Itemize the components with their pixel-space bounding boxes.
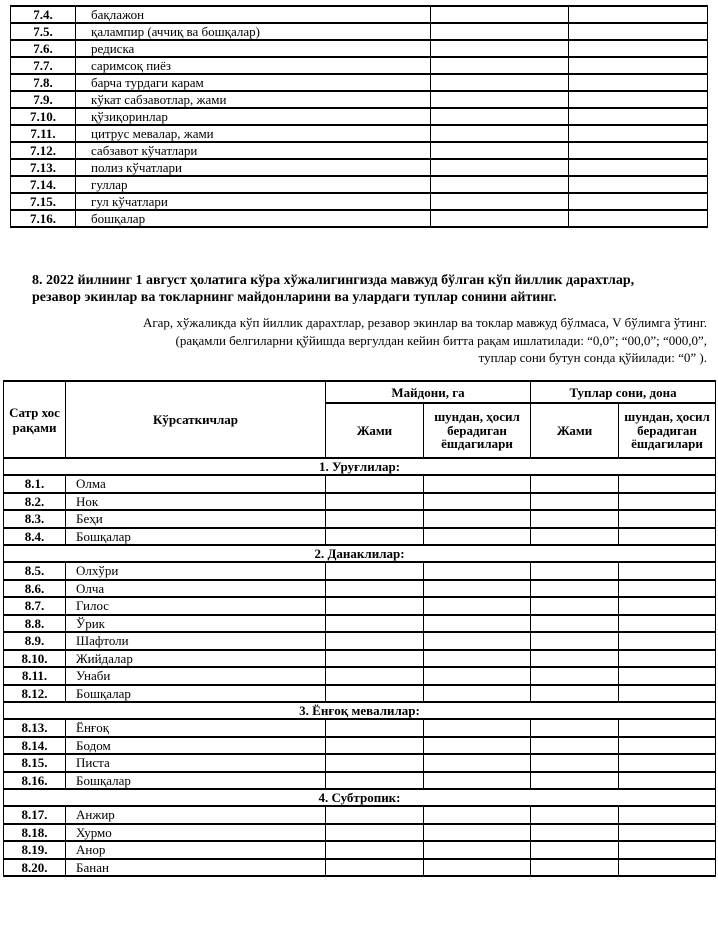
count-total-cell [531,562,619,580]
table-row [11,159,708,176]
table-row [4,685,716,703]
question-8-note [143,314,707,367]
count-bearing-cell [619,806,716,824]
row-number: 8.8. [4,615,66,633]
row-label: Нок [66,493,326,511]
row-number: 8.13. [4,719,66,737]
row-label: Бошқалар [66,685,326,703]
section-title: 2. Данаклилар: [4,545,716,562]
count-total-cell [531,859,619,877]
value-cell [431,176,569,193]
area-total-cell [326,597,424,615]
question-8-heading-line1: 8. 2022 йилнинг 1 август ҳолатига кўра хўжалигингизда мавжуд бўлган кўп йиллик дарахтлар, [32,273,635,288]
row-label: Олча [66,580,326,598]
row-label: Анжир [66,806,326,824]
row-number: 7.4. [11,6,76,23]
area-total-cell [326,510,424,528]
count-bearing-cell [619,667,716,685]
row-label: Шафтоли [66,632,326,650]
area-total-cell [326,615,424,633]
row-number: 8.15. [4,754,66,772]
row-label: Ўрик [66,615,326,633]
row-number: 8.18. [4,824,66,842]
value-cell [569,142,708,159]
row-number: 8.1. [4,475,66,493]
value-cell [431,210,569,227]
count-total-cell [531,615,619,633]
row-number: 7.7. [11,57,76,74]
value-cell [569,193,708,210]
orchard-table-body [4,458,716,876]
row-number: 7.11. [11,125,76,142]
value-cell [569,74,708,91]
count-bearing-cell [619,580,716,598]
count-total-cell [531,772,619,790]
table-row [4,737,716,755]
count-bearing-cell [619,859,716,877]
area-total-cell [326,580,424,598]
row-number: 8.9. [4,632,66,650]
row-number: 7.8. [11,74,76,91]
row-label: Беҳи [66,510,326,528]
count-bearing-cell [619,493,716,511]
count-bearing-cell [619,632,716,650]
table-row [11,210,708,227]
table-row [4,772,716,790]
value-cell [569,108,708,125]
area-total-cell [326,685,424,703]
count-total-cell [531,667,619,685]
area-bearing-cell [424,650,531,668]
area-bearing-cell [424,615,531,633]
row-label: Банан [66,859,326,877]
value-cell [431,193,569,210]
area-bearing-cell [424,806,531,824]
value-cell [569,23,708,40]
row-number: 7.16. [11,210,76,227]
area-bearing-cell [424,754,531,772]
table-row [4,597,716,615]
area-bearing-cell [424,824,531,842]
row-label: редиска [76,40,431,57]
count-bearing-cell [619,841,716,859]
row-number: 8.6. [4,580,66,598]
table-row [11,74,708,91]
count-total-cell [531,737,619,755]
table-row [11,193,708,210]
row-number: 8.20. [4,859,66,877]
area-bearing-cell [424,737,531,755]
value-cell [431,23,569,40]
count-total-cell [531,580,619,598]
row-number: 8.2. [4,493,66,511]
row-number: 8.4. [4,528,66,546]
row-label: гул кўчатлари [76,193,431,210]
area-total-cell [326,859,424,877]
table-row [4,667,716,685]
row-number: 7.6. [11,40,76,57]
table-row [4,650,716,668]
area-total-cell [326,493,424,511]
row-label: Олма [66,475,326,493]
row-label: кўкат сабзавотлар, жами [76,91,431,108]
value-cell [431,125,569,142]
count-bearing-cell [619,615,716,633]
count-bearing-cell [619,528,716,546]
table-row [11,40,708,57]
row-label: Жийдалар [66,650,326,668]
row-label: Олхўри [66,562,326,580]
table-row [11,6,708,23]
row-number: 8.16. [4,772,66,790]
count-total-cell [531,685,619,703]
area-bearing-cell [424,597,531,615]
table-row [4,528,716,546]
row-label: Ёнғоқ [66,719,326,737]
table-row [4,615,716,633]
row-number: 7.12. [11,142,76,159]
count-total-cell [531,754,619,772]
value-cell [431,142,569,159]
row-label: Анор [66,841,326,859]
header-count-total: Жами [531,403,619,458]
table-row [4,493,716,511]
count-bearing-cell [619,510,716,528]
count-bearing-cell [619,597,716,615]
table-row [4,632,716,650]
table-row [4,719,716,737]
table-row [4,859,716,877]
value-cell [569,57,708,74]
count-bearing-cell [619,475,716,493]
table-row [4,806,716,824]
area-bearing-cell [424,859,531,877]
area-total-cell [326,562,424,580]
row-number: 8.3. [4,510,66,528]
area-bearing-cell [424,719,531,737]
count-bearing-cell [619,772,716,790]
row-label: гуллар [76,176,431,193]
value-cell [431,159,569,176]
orchard-table-header [4,381,716,458]
count-total-cell [531,528,619,546]
header-area-group: Майдони, га [326,381,531,403]
value-cell [431,57,569,74]
row-label: саримсоқ пиёз [76,57,431,74]
area-bearing-cell [424,667,531,685]
area-total-cell [326,632,424,650]
vegetables-table-body [11,6,708,227]
area-bearing-cell [424,841,531,859]
count-bearing-cell [619,824,716,842]
count-bearing-cell [619,754,716,772]
row-label: Бодом [66,737,326,755]
row-label: полиз кўчатлари [76,159,431,176]
table-row [11,125,708,142]
table-row [11,91,708,108]
area-bearing-cell [424,528,531,546]
row-number: 8.17. [4,806,66,824]
area-total-cell [326,737,424,755]
area-total-cell [326,754,424,772]
count-total-cell [531,719,619,737]
row-number: 7.13. [11,159,76,176]
value-cell [431,40,569,57]
value-cell [569,159,708,176]
area-bearing-cell [424,580,531,598]
area-total-cell [326,824,424,842]
row-number: 8.11. [4,667,66,685]
value-cell [569,210,708,227]
row-label: қўзиқоринлар [76,108,431,125]
count-total-cell [531,475,619,493]
table-row [11,23,708,40]
table-row [4,562,716,580]
area-bearing-cell [424,772,531,790]
table-row [4,841,716,859]
section-title: 4. Субтропик: [4,789,716,806]
count-total-cell [531,493,619,511]
section-title: 3. Ёнғоқ мевалилар: [4,702,716,719]
row-label: Хурмо [66,824,326,842]
row-number: 8.12. [4,685,66,703]
row-label: бошқалар [76,210,431,227]
row-number: 7.15. [11,193,76,210]
row-number: 8.19. [4,841,66,859]
area-bearing-cell [424,510,531,528]
table-row [4,475,716,493]
header-row-code: Сатр хос рақами [4,381,66,458]
value-cell [569,176,708,193]
row-number: 7.9. [11,91,76,108]
row-number: 8.10. [4,650,66,668]
question-8-note-line3: туплар сони бутун сонда қўйилади: “0” ). [478,350,707,365]
section-row [4,789,716,806]
row-label: қалампир (аччиқ ва бошқалар) [76,23,431,40]
count-bearing-cell [619,685,716,703]
count-total-cell [531,824,619,842]
header-count-group: Туплар сони, дона [531,381,716,403]
header-area-bearing: шундан, ҳосил берадиган ёшдагилари [424,403,531,458]
count-total-cell [531,597,619,615]
value-cell [569,125,708,142]
row-number: 8.5. [4,562,66,580]
row-label: Бошқалар [66,528,326,546]
area-total-cell [326,719,424,737]
area-bearing-cell [424,475,531,493]
count-bearing-cell [619,737,716,755]
table-row [11,108,708,125]
count-bearing-cell [619,562,716,580]
area-total-cell [326,806,424,824]
row-label: барча турдаги карам [76,74,431,91]
value-cell [569,91,708,108]
count-total-cell [531,806,619,824]
row-number: 7.10. [11,108,76,125]
table-row [4,824,716,842]
row-label: сабзавот кўчатлари [76,142,431,159]
area-total-cell [326,475,424,493]
value-cell [569,40,708,57]
section-row [4,545,716,562]
question-8-note-line2: (рақамли белгиларни қўйишда вергулдан кейин битта рақам ишлатилади: “0,0”; “00,0”; “000,0”, [175,332,707,348]
table-row [4,754,716,772]
count-total-cell [531,510,619,528]
table-row [4,580,716,598]
count-bearing-cell [619,650,716,668]
row-label: Гилос [66,597,326,615]
area-total-cell [326,667,424,685]
section-title: 1. Уруғлилар: [4,458,716,475]
table-row [11,176,708,193]
count-total-cell [531,841,619,859]
section-row [4,458,716,475]
table-row [11,142,708,159]
question-8-heading-line2: резавор экинлар ва токларнинг майдонларини ва улардаги туплар сонини айтинг. [32,290,557,305]
row-label: Писта [66,754,326,772]
header-area-total: Жами [326,403,424,458]
section-row [4,702,716,719]
row-label: Унаби [66,667,326,685]
table-row [11,57,708,74]
row-number: 7.5. [11,23,76,40]
area-bearing-cell [424,632,531,650]
row-label: Бошқалар [66,772,326,790]
orchard-table [3,380,716,877]
header-count-bearing: шундан, ҳосил берадиган ёшдагилари [619,403,716,458]
area-total-cell [326,772,424,790]
area-total-cell [326,650,424,668]
vegetables-table-wrap [10,5,708,228]
row-number: 8.7. [4,597,66,615]
value-cell [431,91,569,108]
value-cell [569,6,708,23]
value-cell [431,108,569,125]
vegetables-continuation-table [10,5,708,228]
row-label: цитрус мевалар, жами [76,125,431,142]
area-total-cell [326,528,424,546]
value-cell [431,74,569,91]
area-bearing-cell [424,685,531,703]
count-total-cell [531,650,619,668]
orchard-table-wrap [3,380,716,877]
header-indicators: Кўрсаткичлар [66,381,326,458]
question-8-note-line1: Агар, хўжаликда кўп йиллик дарахтлар, резавор экинлар ва токлар мавжуд бўлмаса, V бўлимга ўтинг. [142,315,707,330]
value-cell [431,6,569,23]
count-bearing-cell [619,719,716,737]
area-bearing-cell [424,562,531,580]
table-row [4,510,716,528]
row-number: 8.14. [4,737,66,755]
row-number: 7.14. [11,176,76,193]
area-bearing-cell [424,493,531,511]
count-total-cell [531,632,619,650]
question-8-heading [32,272,634,306]
row-label: бақлажон [76,6,431,23]
area-total-cell [326,841,424,859]
